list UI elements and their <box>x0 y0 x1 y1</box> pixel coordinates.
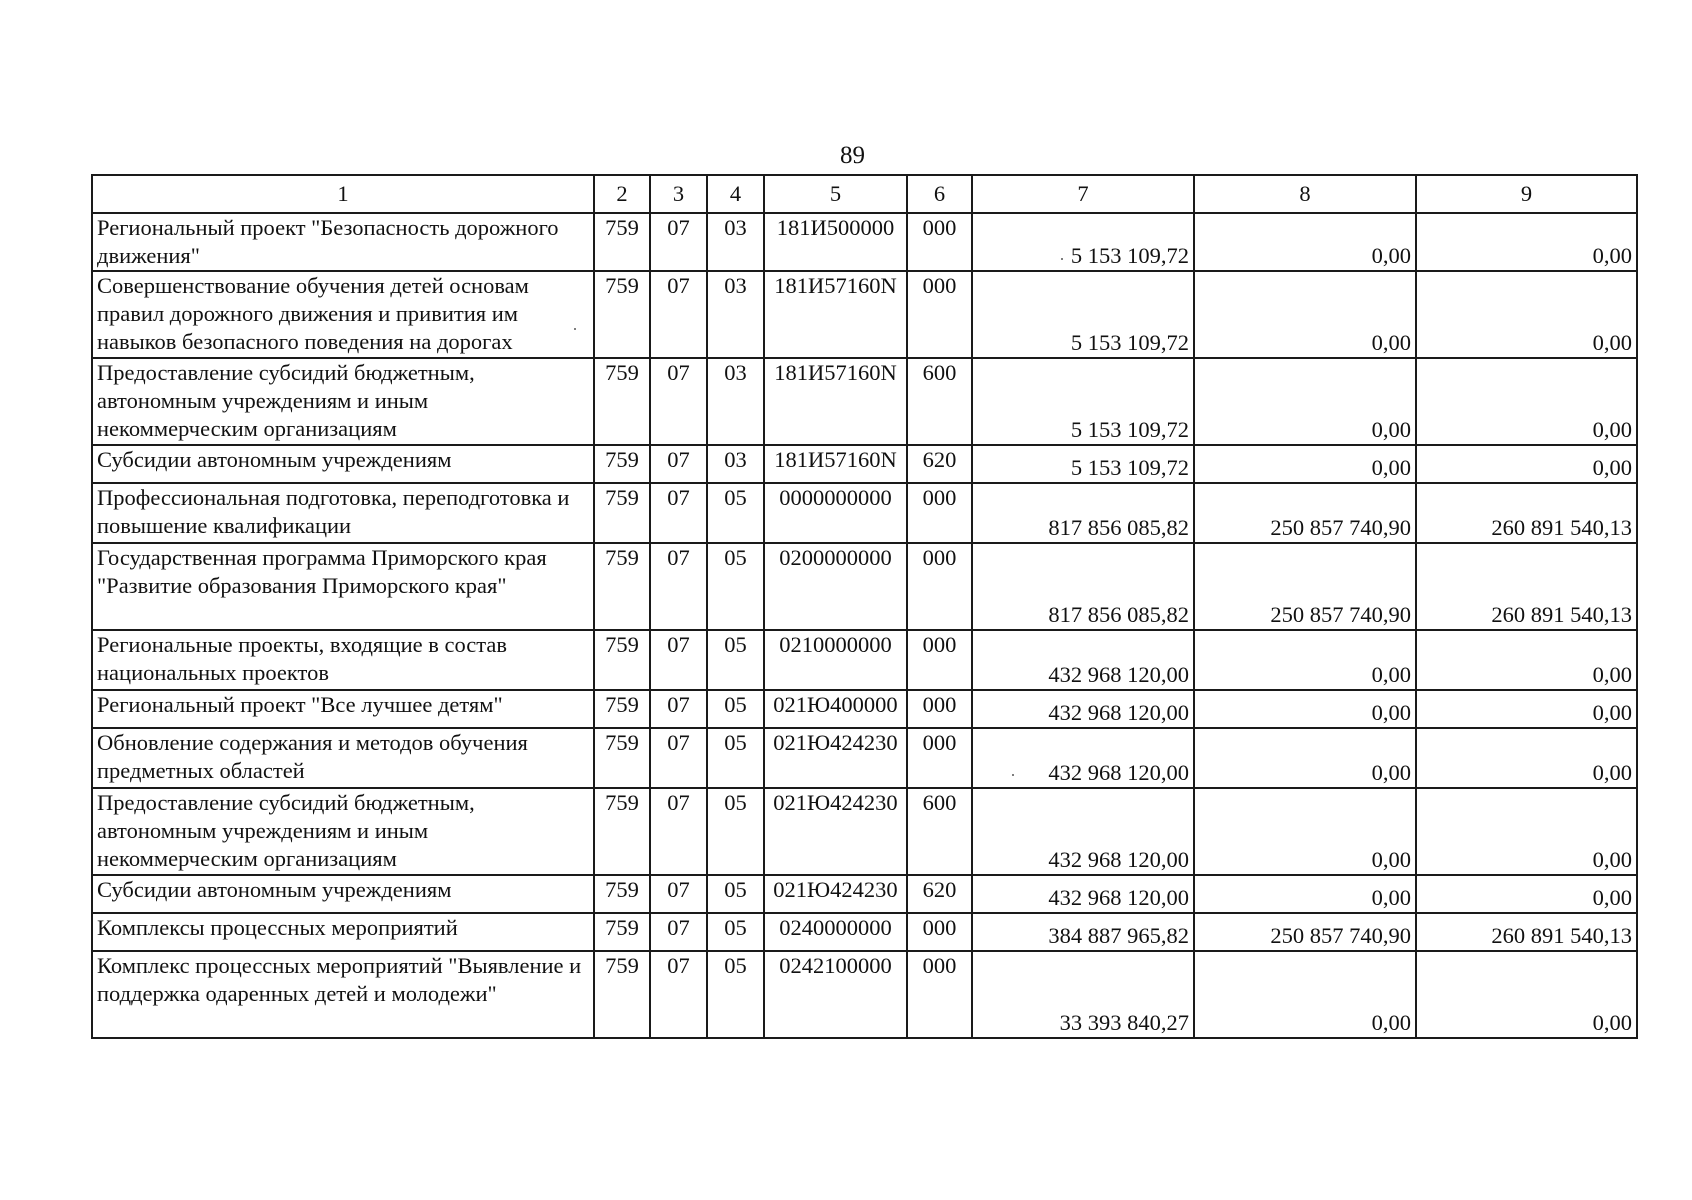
subsection-code-cell: 03 <box>707 271 764 358</box>
row-name-cell: Субсидии автономным учреждениям <box>92 875 594 913</box>
target-article-cell: 0242100000 <box>764 951 907 1038</box>
table-row <box>92 913 1637 951</box>
table-row <box>92 358 1637 445</box>
subsection-code-cell: 05 <box>707 875 764 913</box>
column-header-5: 5 <box>764 175 907 213</box>
target-article-cell: 021Ю424230 <box>764 728 907 788</box>
table-row <box>92 951 1637 1038</box>
row-name-cell: Региональный проект "Все лучшее детям" <box>92 690 594 728</box>
target-article-cell: 021Ю424230 <box>764 788 907 875</box>
admin-code-cell: 759 <box>594 483 650 543</box>
scan-speck <box>574 328 576 330</box>
subsection-code-cell: 05 <box>707 483 764 543</box>
amount-col7-cell: 817 856 085,82 <box>972 483 1194 543</box>
row-name-cell: Совершенствование обучения детей основам правил дорожного движения и привития им навыков безопасного поведения на дорогах <box>92 271 594 358</box>
admin-code-cell: 759 <box>594 630 650 690</box>
admin-code-cell: 759 <box>594 445 650 483</box>
amount-col7-cell: 432 968 120,00 <box>972 728 1194 788</box>
admin-code-cell: 759 <box>594 875 650 913</box>
amount-col9-cell: 0,00 <box>1416 630 1637 690</box>
page-number: 89 <box>840 142 865 169</box>
section-code-cell: 07 <box>650 913 707 951</box>
row-name-cell: Предоставление субсидий бюджетным, автономным учреждениям и иным некоммерческим организациям <box>92 788 594 875</box>
target-article-cell: 181И57160N <box>764 445 907 483</box>
amount-col7-cell: 384 887 965,82 <box>972 913 1194 951</box>
expense-type-cell: 600 <box>907 358 972 445</box>
section-code-cell: 07 <box>650 483 707 543</box>
admin-code-cell: 759 <box>594 788 650 875</box>
amount-col8-cell: 0,00 <box>1194 728 1416 788</box>
scan-speck <box>1012 774 1014 776</box>
column-header-2: 2 <box>594 175 650 213</box>
expense-type-cell: 000 <box>907 213 972 271</box>
amount-col7-cell: 432 968 120,00 <box>972 875 1194 913</box>
admin-code-cell: 759 <box>594 728 650 788</box>
amount-col8-cell: 0,00 <box>1194 358 1416 445</box>
admin-code-cell: 759 <box>594 690 650 728</box>
section-code-cell: 07 <box>650 543 707 630</box>
amount-col8-cell: 0,00 <box>1194 445 1416 483</box>
row-name-cell: Предоставление субсидий бюджетным, автономным учреждениям и иным некоммерческим организациям <box>92 358 594 445</box>
amount-col7-cell: 5 153 109,72 <box>972 271 1194 358</box>
column-header-9: 9 <box>1416 175 1637 213</box>
row-name-cell: Комплекс процессных мероприятий "Выявление и поддержка одаренных детей и молодежи" <box>92 951 594 1038</box>
scan-speck <box>1061 258 1063 260</box>
section-code-cell: 07 <box>650 271 707 358</box>
subsection-code-cell: 03 <box>707 358 764 445</box>
subsection-code-cell: 05 <box>707 913 764 951</box>
section-code-cell: 07 <box>650 728 707 788</box>
subsection-code-cell: 03 <box>707 213 764 271</box>
subsection-code-cell: 05 <box>707 630 764 690</box>
budget-table <box>91 174 1638 1039</box>
row-name-cell: Комплексы процессных мероприятий <box>92 913 594 951</box>
table-row <box>92 445 1637 483</box>
amount-col7-cell: 432 968 120,00 <box>972 690 1194 728</box>
target-article-cell: 021Ю400000 <box>764 690 907 728</box>
row-name-cell: Региональный проект "Безопасность дорожного движения" <box>92 213 594 271</box>
admin-code-cell: 759 <box>594 543 650 630</box>
amount-col9-cell: 260 891 540,13 <box>1416 913 1637 951</box>
subsection-code-cell: 05 <box>707 788 764 875</box>
amount-col8-cell: 250 857 740,90 <box>1194 483 1416 543</box>
expense-type-cell: 600 <box>907 788 972 875</box>
amount-col7-cell: 432 968 120,00 <box>972 630 1194 690</box>
section-code-cell: 07 <box>650 690 707 728</box>
section-code-cell: 07 <box>650 788 707 875</box>
row-name-cell: Региональные проекты, входящие в состав национальных проектов <box>92 630 594 690</box>
amount-col8-cell: 0,00 <box>1194 875 1416 913</box>
amount-col9-cell: 0,00 <box>1416 788 1637 875</box>
expense-type-cell: 620 <box>907 445 972 483</box>
target-article-cell: 0000000000 <box>764 483 907 543</box>
amount-col8-cell: 0,00 <box>1194 951 1416 1038</box>
table-row <box>92 213 1637 271</box>
amount-col8-cell: 0,00 <box>1194 788 1416 875</box>
expense-type-cell: 000 <box>907 951 972 1038</box>
amount-col8-cell: 0,00 <box>1194 690 1416 728</box>
amount-col8-cell: 0,00 <box>1194 271 1416 358</box>
row-name-cell: Обновление содержания и методов обучения предметных областей <box>92 728 594 788</box>
amount-col9-cell: 0,00 <box>1416 358 1637 445</box>
expense-type-cell: 000 <box>907 630 972 690</box>
column-header-1: 1 <box>92 175 594 213</box>
subsection-code-cell: 05 <box>707 951 764 1038</box>
column-header-8: 8 <box>1194 175 1416 213</box>
amount-col9-cell: 0,00 <box>1416 875 1637 913</box>
target-article-cell: 181И500000 <box>764 213 907 271</box>
amount-col8-cell: 250 857 740,90 <box>1194 543 1416 630</box>
target-article-cell: 0200000000 <box>764 543 907 630</box>
table-row <box>92 543 1637 630</box>
expense-type-cell: 000 <box>907 483 972 543</box>
amount-col9-cell: 260 891 540,13 <box>1416 543 1637 630</box>
expense-type-cell: 000 <box>907 728 972 788</box>
amount-col8-cell: 0,00 <box>1194 213 1416 271</box>
amount-col7-cell: 432 968 120,00 <box>972 788 1194 875</box>
amount-col8-cell: 250 857 740,90 <box>1194 913 1416 951</box>
subsection-code-cell: 05 <box>707 543 764 630</box>
amount-col7-cell: 817 856 085,82 <box>972 543 1194 630</box>
section-code-cell: 07 <box>650 358 707 445</box>
column-header-6: 6 <box>907 175 972 213</box>
expense-type-cell: 620 <box>907 875 972 913</box>
amount-col7-cell: 5 153 109,72 <box>972 445 1194 483</box>
section-code-cell: 07 <box>650 875 707 913</box>
subsection-code-cell: 05 <box>707 728 764 788</box>
column-header-3: 3 <box>650 175 707 213</box>
admin-code-cell: 759 <box>594 213 650 271</box>
amount-col9-cell: 0,00 <box>1416 445 1637 483</box>
expense-type-cell: 000 <box>907 271 972 358</box>
subsection-code-cell: 03 <box>707 445 764 483</box>
column-header-4: 4 <box>707 175 764 213</box>
admin-code-cell: 759 <box>594 358 650 445</box>
row-name-cell: Профессиональная подготовка, переподготовка и повышение квалификации <box>92 483 594 543</box>
amount-col9-cell: 0,00 <box>1416 951 1637 1038</box>
amount-col9-cell: 0,00 <box>1416 728 1637 788</box>
expense-type-cell: 000 <box>907 543 972 630</box>
amount-col8-cell: 0,00 <box>1194 630 1416 690</box>
expense-type-cell: 000 <box>907 690 972 728</box>
amount-col9-cell: 0,00 <box>1416 213 1637 271</box>
target-article-cell: 021Ю424230 <box>764 875 907 913</box>
target-article-cell: 0240000000 <box>764 913 907 951</box>
expense-type-cell: 000 <box>907 913 972 951</box>
amount-col9-cell: 0,00 <box>1416 690 1637 728</box>
section-code-cell: 07 <box>650 951 707 1038</box>
table-row <box>92 630 1637 690</box>
section-code-cell: 07 <box>650 445 707 483</box>
row-name-cell: Государственная программа Приморского края "Развитие образования Приморского края" <box>92 543 594 630</box>
table-row <box>92 483 1637 543</box>
table-row <box>92 271 1637 358</box>
target-article-cell: 0210000000 <box>764 630 907 690</box>
target-article-cell: 181И57160N <box>764 271 907 358</box>
table-row <box>92 875 1637 913</box>
subsection-code-cell: 05 <box>707 690 764 728</box>
target-article-cell: 181И57160N <box>764 358 907 445</box>
admin-code-cell: 759 <box>594 271 650 358</box>
amount-col7-cell: 5 153 109,72 <box>972 358 1194 445</box>
section-code-cell: 07 <box>650 213 707 271</box>
row-name-cell: Субсидии автономным учреждениям <box>92 445 594 483</box>
amount-col9-cell: 0,00 <box>1416 271 1637 358</box>
table-row <box>92 728 1637 788</box>
admin-code-cell: 759 <box>594 913 650 951</box>
admin-code-cell: 759 <box>594 951 650 1038</box>
amount-col7-cell: 5 153 109,72 <box>972 213 1194 271</box>
column-number-header-row <box>92 175 1637 213</box>
column-header-7: 7 <box>972 175 1194 213</box>
amount-col9-cell: 260 891 540,13 <box>1416 483 1637 543</box>
amount-col7-cell: 33 393 840,27 <box>972 951 1194 1038</box>
table-row <box>92 788 1637 875</box>
table-row <box>92 690 1637 728</box>
section-code-cell: 07 <box>650 630 707 690</box>
